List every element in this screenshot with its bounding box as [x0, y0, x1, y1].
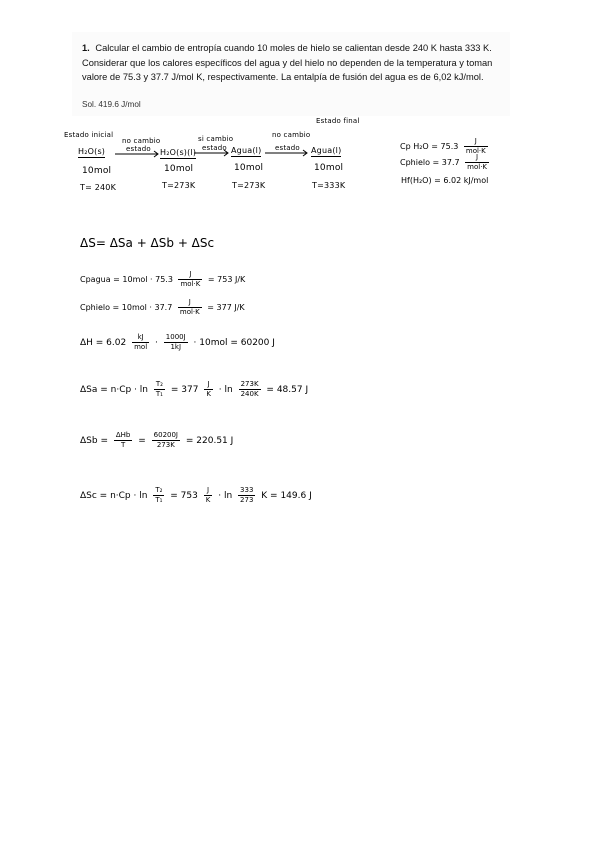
state-1-moles: 10mol [82, 166, 112, 176]
problem-text: Calcular el cambio de entropía cuando 10 moles de hielo se calientan desde 240 K hasta 333 K. Considerar que los calores específicos del agua y del hielo no dependen de la temperatura y toman valore de 75.3 y 37.7 J/mol K, respectivamente. La entalpía de fusión del agua es de 6,02 kJ/mol. [82, 43, 493, 83]
entropy-b-calculation: ΔSb = $\frac{\text{ΔHb}}{T}$ = $\frac{60200J}{273K}$ = 220.51 J [80, 431, 234, 449]
problem-number: 1. [82, 43, 90, 53]
arrow-2-bottom: estado [202, 144, 227, 152]
cp-ice-constant: Cphielo = 37.7 $\frac{J}{\text{mol·K}}$ [400, 153, 488, 171]
state-4-temp: T=333K [312, 181, 346, 190]
state-4-species: Agua(l) [311, 146, 342, 155]
arrow-2-top: si cambio [198, 135, 234, 143]
state-1-temp: T= 240K [80, 183, 117, 192]
state-2-temp: T=273K [162, 181, 196, 190]
arrow-1-top: no cambio [122, 137, 161, 145]
arrow-1-bottom: estado [126, 145, 151, 153]
enthalpy-calculation: ΔH = 6.02 $\frac{kJ}{\text{mol}}$ · $\frac{1000J}{1kJ}$ · 10mol = 60200 J [80, 333, 275, 351]
entropy-c-calculation: ΔSc = n·Cp · ln $\frac{\text{T₂}}{\text{T₁}}$ = 753 $\frac{J}{K}$ · ln $\frac{333}{273}$ K = 149.6 J [80, 486, 312, 504]
cp-water-constant: Cp H₂O = 75.3 $\frac{J}{\text{mol·K}}$ [400, 137, 486, 155]
fusion-enthalpy-constant: Hf(H₂O) = 6.02 kJ/mol [401, 176, 489, 185]
state-3-species: Agua(l) [231, 146, 262, 155]
cp-ice-calculation: Cphielo = 10mol · 37.7 $\frac{J}{\text{mol·K}}$ = 377 J/K [80, 298, 245, 316]
state-2-moles: 10mol [164, 164, 194, 174]
solution-answer: Sol. 419.6 J/mol [82, 100, 141, 109]
cp-water-calculation: Cpagua = 10mol · 75.3 $\frac{J}{\text{mol·K}}$ = 753 J/K [80, 270, 246, 288]
initial-state-label: Estado inicial [64, 131, 114, 139]
arrow-3-bottom: estado [275, 144, 300, 152]
state-1-species: H₂O(s) [78, 147, 106, 156]
state-3-temp: T=273K [232, 181, 266, 190]
total-entropy-equation: ΔS= ΔSa + ΔSb + ΔSc [80, 236, 215, 250]
entropy-a-calculation: ΔSa = n·Cp · ln $\frac{\text{T₂}}{\text{T₁}}$ = 377 $\frac{J}{K}$ · ln $\frac{273K}{240K}$ = 48.57 J [80, 380, 309, 398]
state-4-moles: 10mol [314, 163, 344, 173]
final-state-label: Estado final [316, 117, 360, 125]
state-2-species: H₂O(s)(l) [160, 148, 197, 157]
state-3-moles: 10mol [234, 163, 264, 173]
arrow-3-top: no cambio [272, 131, 311, 139]
